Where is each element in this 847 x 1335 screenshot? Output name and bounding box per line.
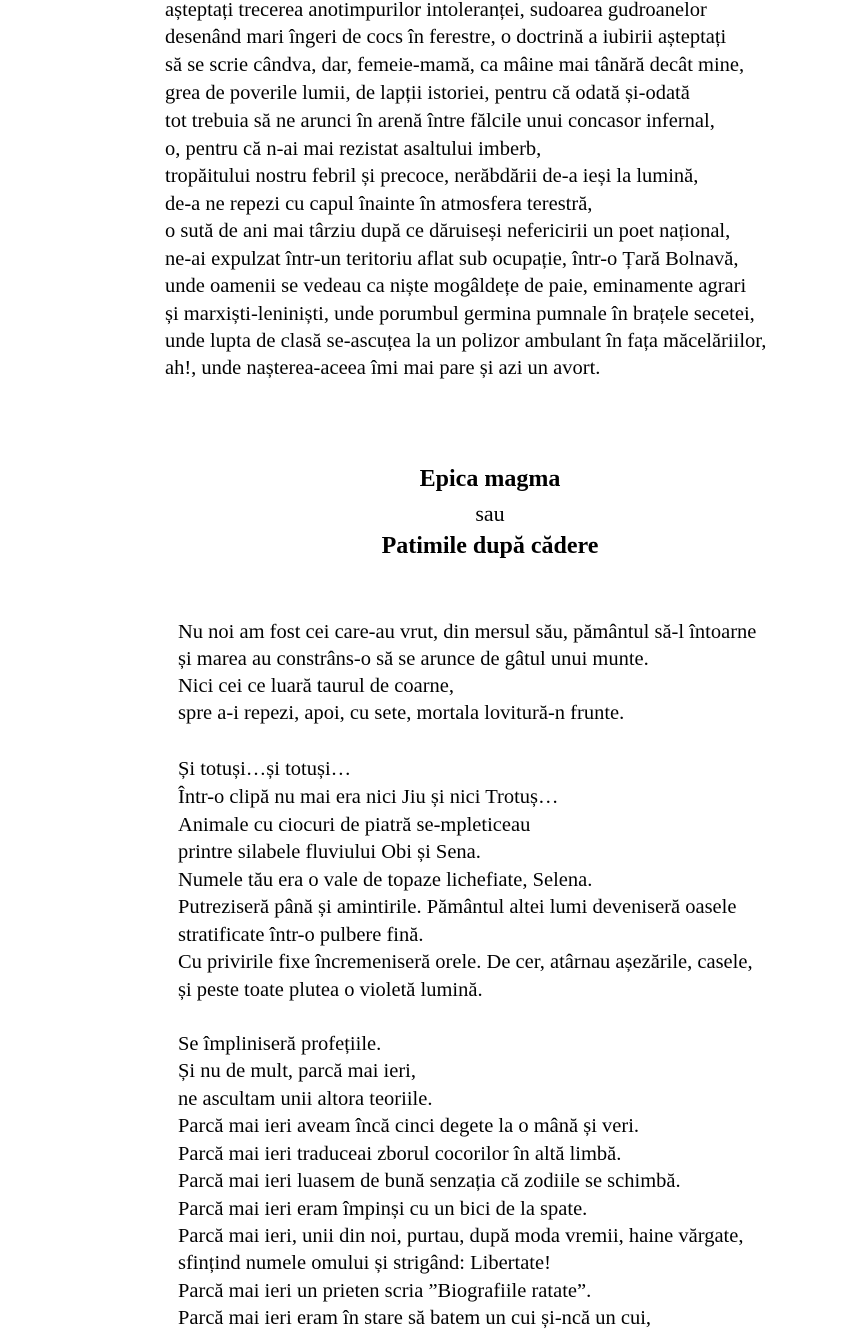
verse-line: Parcă mai ieri eram împinși cu un bici de la spate. (178, 1198, 588, 1220)
poem-subtitle: Patimile după cădere (381, 533, 599, 559)
verse-line: Parcă mai ieri, unii din noi, purtau, după moda vremii, haine vărgate, (178, 1225, 744, 1247)
verse-line: Și nu de mult, parcă mai ieri, (178, 1060, 416, 1082)
prose-line: tropăitului nostru febril și precoce, nerăbdării de-a ieși la lumină, (165, 165, 699, 187)
prose-line: grea de poverile lumii, de lapții istoriei, pentru că odată și-odată (165, 82, 690, 104)
prose-line: tot trebuia să ne arunci în arenă între fălcile unui concasor infernal, (165, 110, 715, 132)
verse-line: Nici cei ce luară taurul de coarne, (178, 675, 455, 697)
poem-title: Epica magma (419, 466, 561, 492)
verse-line: Parcă mai ieri traduceai zborul cocorilor în altă limbă. (178, 1143, 622, 1165)
prose-line: de-a ne repezi cu capul înainte în atmosfera terestră, (165, 193, 593, 215)
prose-line: o sută de ani mai târziu după ce dăruiseși nefericirii un poet național, (165, 220, 731, 242)
verse-line: Nu noi am fost cei care-au vrut, din mersul său, pământul să-l întoarne (178, 621, 757, 643)
verse-line: printre silabele fluviului Obi și Sena. (178, 841, 481, 863)
prose-line: o, pentru că n-ai mai rezistat asaltului imberb, (165, 138, 542, 160)
verse-line: spre a-i repezi, apoi, cu sete, mortala lovitură-n frunte. (178, 702, 625, 724)
prose-line: ah!, unde nașterea-aceea îmi mai pare și azi un avort. (165, 357, 601, 379)
poem-title-connector: sau (475, 501, 505, 526)
prose-line: unde lupta de clasă se-ascuțea la un polizor ambulant în fața măcelăriilor, (165, 330, 767, 352)
verse-line: Cu privirile fixe încremeniseră orele. De cer, atârnau așezările, casele, (178, 951, 753, 973)
verse-line: ne ascultam unii altora teoriile. (178, 1088, 433, 1110)
verse-line: Parcă mai ieri un prieten scria ”Biografiile ratate”. (178, 1280, 592, 1302)
verse-line: și peste toate plutea o violetă lumină. (178, 979, 483, 1001)
prose-line: să se scrie cândva, dar, femeie-mamă, ca mâine mai tânără decât mine, (165, 54, 745, 76)
prose-line: și marxiști-leniniști, unde porumbul germina pumnale în brațele secetei, (165, 303, 755, 325)
verse-line: Parcă mai ieri aveam încă cinci degete la o mână și veri. (178, 1115, 640, 1137)
verse-line: Animale cu ciocuri de piatră se-mpleticeau (178, 814, 531, 836)
verse-line: Parcă mai ieri eram în stare să batem un cui și-ncă un cui, (178, 1307, 652, 1329)
prose-line: unde oamenii se vedeau ca niște mogâldețe de paie, eminamente agrari (165, 275, 747, 297)
prose-line: desenând mari îngeri de cocs în ferestre, o doctrină a iubirii așteptați (165, 26, 727, 48)
verse-line: Putreziseră până și amintirile. Pământul altei lumi deveniseră oasele (178, 896, 737, 918)
verse-line: Și totuși…și totuși… (178, 758, 352, 780)
verse-line: Într-o clipă nu mai era nici Jiu și nici Trotuș… (178, 786, 559, 808)
prose-line: așteptați trecerea anotimpurilor intoleranței, sudoarea gudroanelor (165, 0, 707, 21)
verse-line: stratificate într-o pulbere fină. (178, 924, 424, 946)
verse-line: sfințind numele omului și strigând: Libertate! (178, 1252, 551, 1274)
verse-line: Numele tău era o vale de topaze lichefiate, Selena. (178, 869, 593, 891)
verse-line: Parcă mai ieri luasem de bună senzația că zodiile se schimbă. (178, 1170, 681, 1192)
prose-line: ne-ai expulzat într-un teritoriu aflat sub ocupație, într-o Țară Bolnavă, (165, 248, 739, 270)
verse-line: Se împliniseră profețiile. (178, 1033, 382, 1055)
verse-line: și marea au constrâns-o să se arunce de gâtul unui munte. (178, 648, 649, 670)
